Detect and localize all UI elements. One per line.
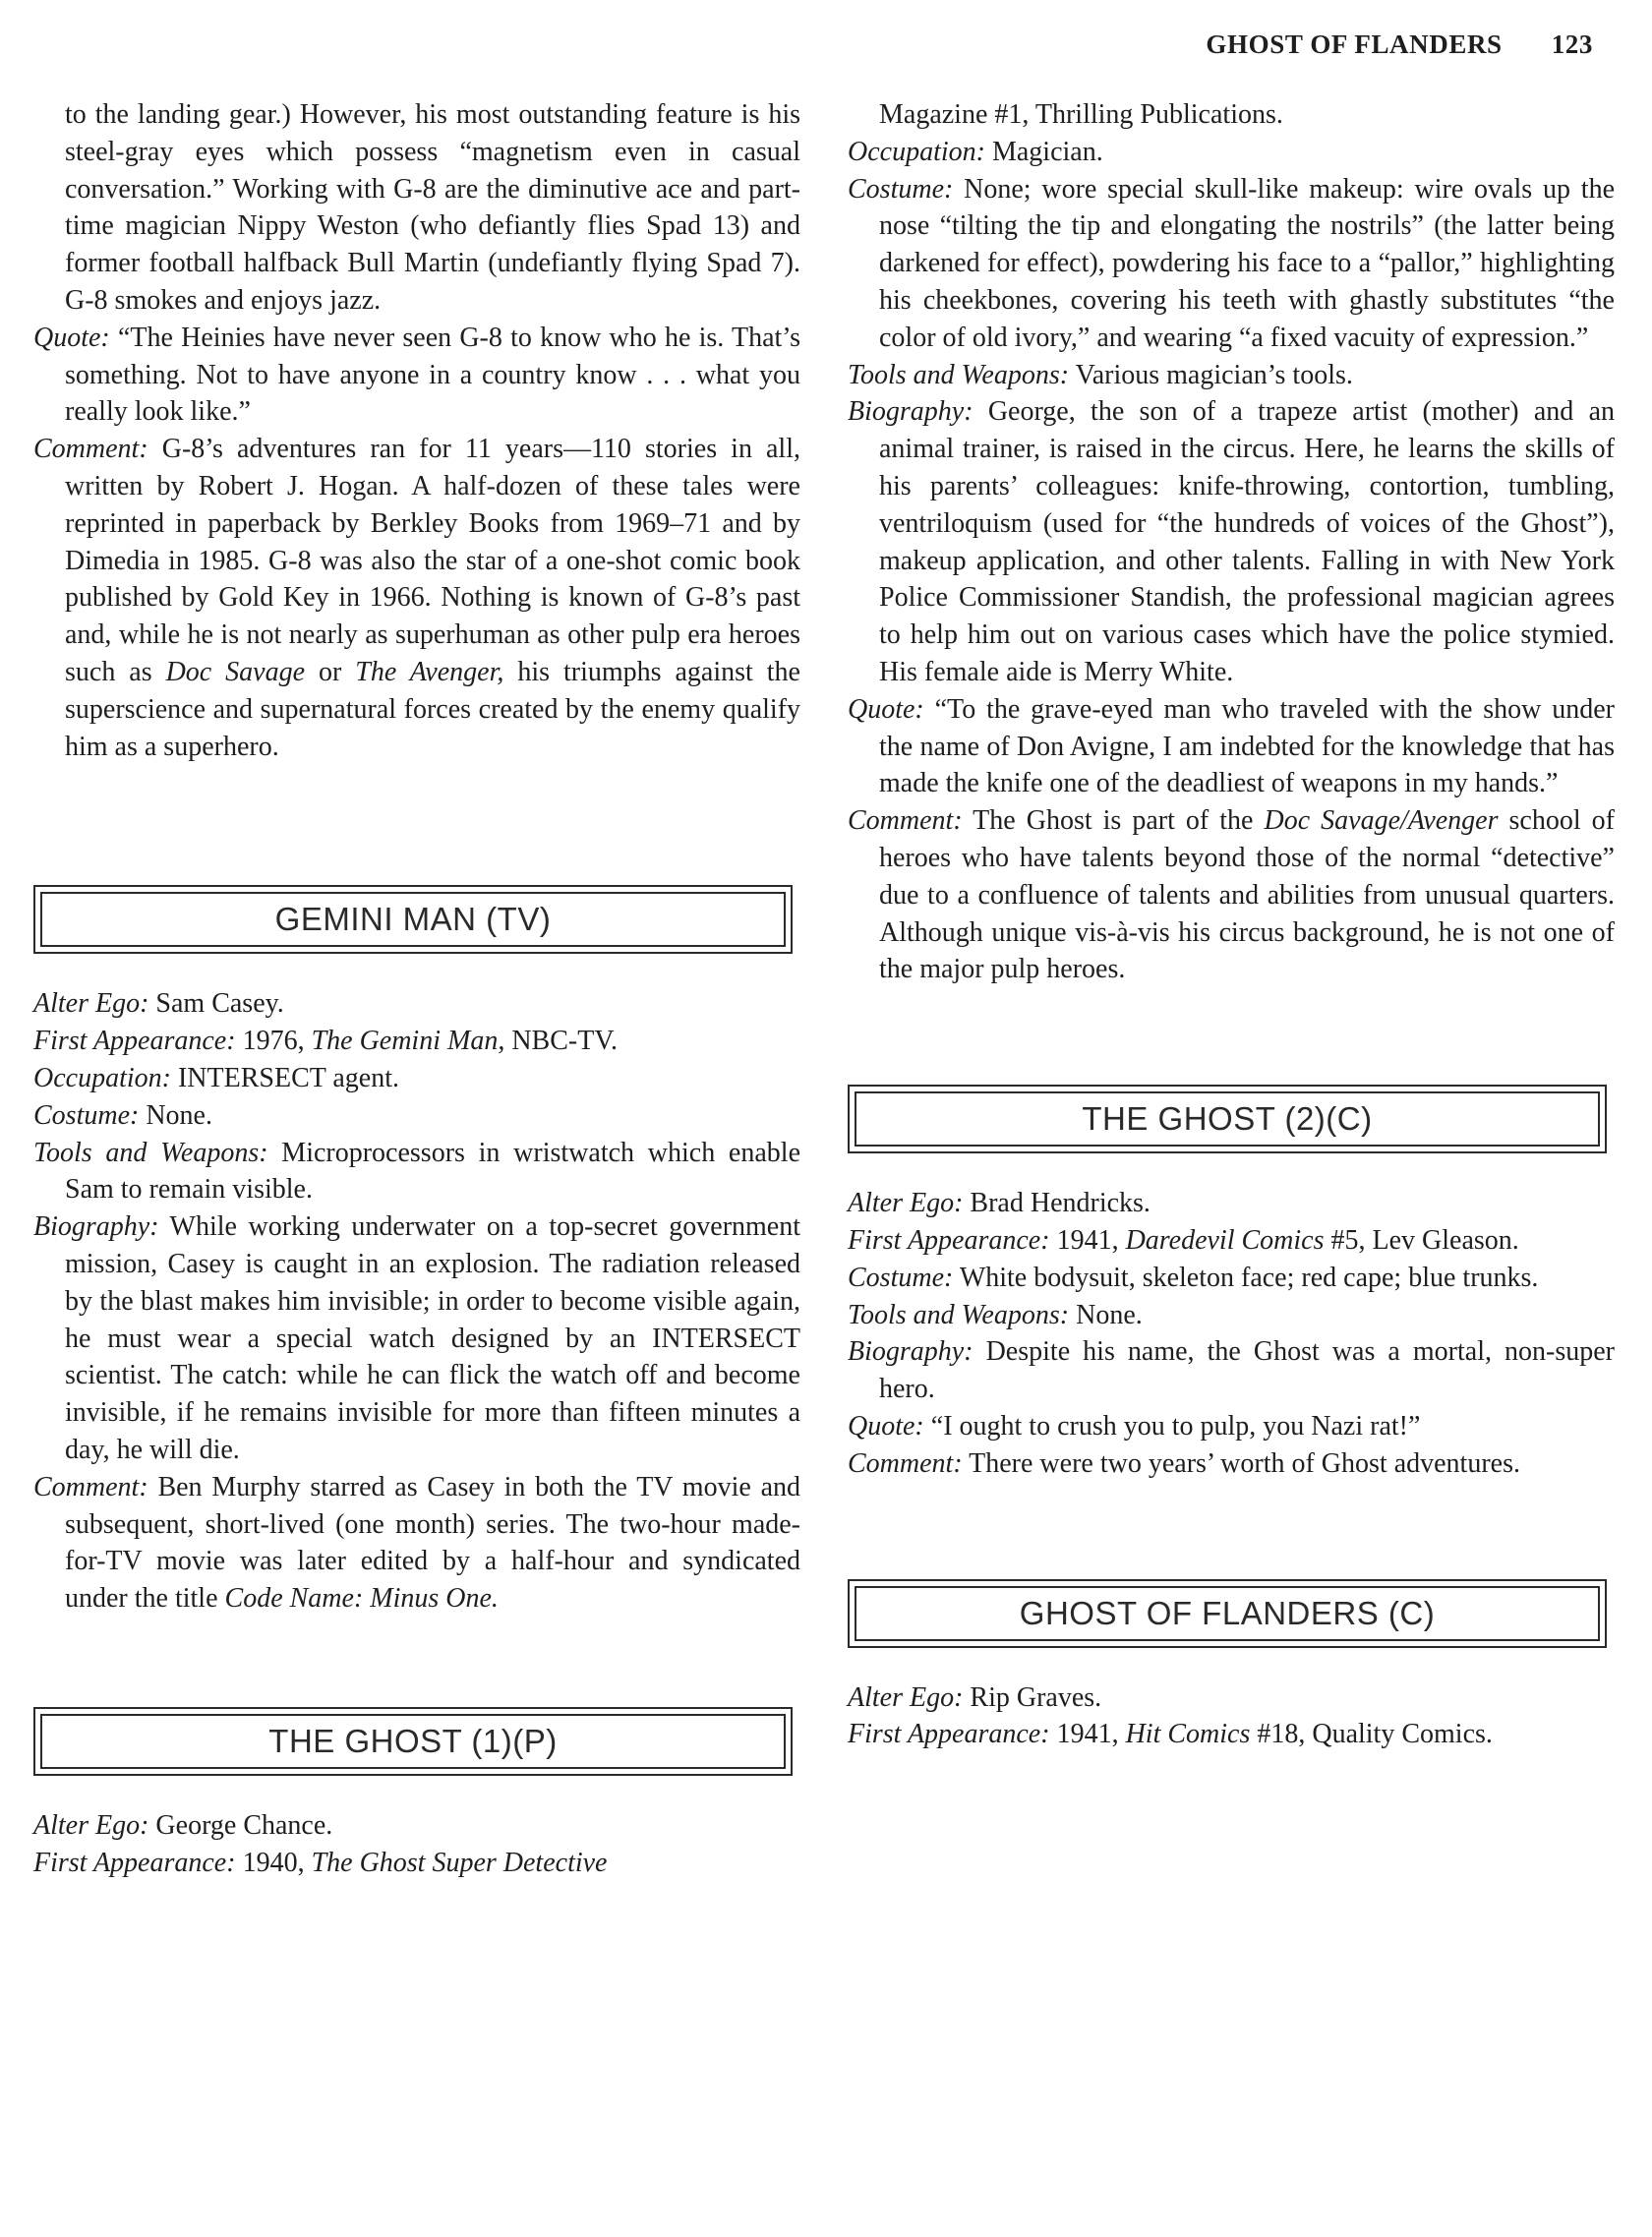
entry-text: “The Heinies have never seen G-8 to know who he is. That’s something. Not to have anyone in a country know . . . what you really look like.”	[65, 322, 800, 428]
entry-label: Comment:	[33, 434, 148, 465]
entry-text: INTERSECT agent.	[170, 1062, 399, 1093]
entry-text: his triumphs against the superscience and supernatural forces created by the enemy qualify him as a superhero.	[65, 656, 800, 762]
ghost-2-heading: THE GHOST (2)(C)	[855, 1091, 1600, 1147]
entry-text: G-8’s adventures ran for 11 years—110 stories in all, written by Robert J. Hogan. A half-dozen of these tales were reprinted in paperback by Berkley Books from 1969–71 and by Dimedia in 1985. G-8 was also the star of a one-shot comic book published by Gold Key in 1966. Nothing is known of G-8’s past and, while he is not nearly as superhuman as other pulp era heroes such as	[65, 434, 800, 687]
ghost1-costume	[848, 171, 1615, 357]
ghost1-comment	[848, 802, 1615, 988]
ghost2-first-appearance	[848, 1222, 1615, 1260]
right-column	[848, 96, 1615, 1753]
entry-label: Costume:	[848, 1262, 954, 1293]
gemini-biography	[33, 1208, 800, 1469]
entry-text: #5, Lev Gleason.	[1324, 1224, 1519, 1256]
entry-text: Brad Hendricks.	[963, 1188, 1150, 1219]
entry-text: George Chance.	[148, 1809, 333, 1841]
entry-text: There were two years’ worth of Ghost adventures.	[962, 1447, 1520, 1479]
entry-label: Comment:	[848, 805, 963, 837]
entry-text: The Ghost is part of the	[962, 805, 1265, 837]
entry-text: None; wore special skull-like makeup: wire ovals up the nose “tilting the tip and elongating the nostrils” (the latter being darkened for effect), powdering his face to a “pallor,” highlighting his cheekbones, covering his teeth with ghastly substitutes “the color of old ivory,” and wearing “a fixed vacuity of expression.”	[879, 173, 1615, 353]
entry-label: Biography:	[33, 1211, 159, 1243]
ghost-of-flanders-heading-box	[848, 1579, 1607, 1648]
entry-text: school of heroes who have talents beyond those of the normal “detective” due to a confluence of talents and abilities from unusual quarters. Although unique vis-à-vis his circus background, he is not one of the major pulp heroes.	[879, 805, 1615, 985]
entry-text: NBC-TV.	[504, 1026, 618, 1057]
entry-text: While working underwater on a top-secret government mission, Casey is caught in an explosion. The radiation released by the blast makes him invisible; in order to become visible again, he must wear a special watch designed by an INTERSECT scientist. The catch: while he can flick the watch off and become invisible, if he remains invisible for more than fifteen minutes a day, he will die.	[65, 1211, 800, 1465]
entry-label: Biography:	[848, 396, 974, 428]
entry-text: Magician.	[984, 136, 1103, 167]
page-number: 123	[1551, 29, 1593, 59]
entry-label: Tools and Weapons:	[848, 1299, 1070, 1330]
entry-label: Comment:	[848, 1447, 963, 1479]
ghost-2-heading-box	[848, 1085, 1607, 1153]
entry-text: #18, Quality Comics.	[1250, 1719, 1493, 1750]
flanders-first-appearance	[848, 1716, 1615, 1753]
entry-text: None.	[1069, 1299, 1143, 1330]
gemini-man-heading: GEMINI MAN (TV)	[40, 892, 786, 947]
entry-text: George, the son of a trapeze artist (mother) and an animal trainer, is raised in the circus. Here, he learns the skills of his parents’ colleagues: knife-throwing, contortion, tumbling, ventriloquism (used for “the hundreds of voices of the Ghost”), makeup application, and other talents. Falling in with New York Police Commissioner Standish, the professional magician agrees to help him out on various cases which have the police stymied. His female aide is Merry White.	[879, 396, 1615, 687]
entry-label: First Appearance:	[33, 1847, 236, 1878]
gemini-tools	[33, 1135, 800, 1209]
entry-label: Costume:	[33, 1099, 140, 1131]
title-italic: Doc Savage	[165, 656, 306, 687]
running-title: GHOST OF FLANDERS	[1206, 29, 1503, 59]
ghost2-quote	[848, 1408, 1615, 1445]
flanders-alter-ego	[848, 1679, 1615, 1717]
entry-text: 1941,	[1049, 1719, 1126, 1750]
entry-label: Biography:	[848, 1336, 974, 1368]
ghost1-first-appearance-continued: Magazine #1, Thrilling Publications.	[879, 99, 1283, 130]
ghost1-occupation	[848, 134, 1615, 171]
entry-label: Tools and Weapons:	[33, 1137, 268, 1168]
entry-label: Quote:	[33, 322, 110, 353]
ghost-of-flanders-heading: GHOST OF FLANDERS (C)	[855, 1586, 1600, 1641]
entry-label: Quote:	[848, 1410, 924, 1442]
entry-text: Rip Graves.	[963, 1681, 1102, 1713]
entry-text: White bodysuit, skeleton face; red cape; blue trunks.	[953, 1262, 1539, 1293]
title-italic: The Ghost Super Detective	[311, 1847, 608, 1878]
ghost1-tools	[848, 357, 1615, 394]
title-italic: Hit Comics	[1125, 1719, 1251, 1750]
ghost1-alter-ego	[33, 1807, 800, 1845]
entry-text: Despite his name, the Ghost was a mortal, non-super hero.	[879, 1336, 1615, 1405]
title-italic: The Avenger,	[355, 656, 504, 687]
gemini-man-heading-box	[33, 885, 793, 954]
entry-label: Alter Ego:	[33, 1809, 149, 1841]
entry-text: 1976,	[235, 1026, 312, 1057]
entry-label: Comment:	[33, 1471, 148, 1502]
entry-text: Sam Casey.	[148, 988, 284, 1020]
running-head	[610, 29, 1593, 60]
entry-label: Alter Ego:	[848, 1188, 964, 1219]
entry-text: None.	[139, 1099, 212, 1131]
ghost-1-heading: THE GHOST (1)(P)	[40, 1714, 786, 1769]
ghost2-costume	[848, 1260, 1615, 1297]
ghost2-tools	[848, 1297, 1615, 1334]
title-italic: Daredevil Comics	[1125, 1224, 1325, 1256]
entry-text: Microprocessors in wristwatch which enable Sam to remain visible.	[65, 1137, 800, 1206]
entry-label: First Appearance:	[848, 1224, 1050, 1256]
gemini-alter-ego	[33, 985, 800, 1023]
ghost1-first-appearance	[33, 1845, 800, 1882]
gemini-costume	[33, 1097, 800, 1135]
g8-quote	[33, 320, 800, 431]
ghost2-comment	[848, 1445, 1615, 1483]
entry-label: Quote:	[848, 693, 924, 725]
entry-label: Alter Ego:	[848, 1681, 964, 1713]
entry-text: Various magician’s tools.	[1069, 359, 1353, 390]
entry-text: “I ought to crush you to pulp, you Nazi rat!”	[923, 1410, 1421, 1442]
title-italic: The Gemini Man,	[311, 1026, 505, 1057]
ghost2-alter-ego	[848, 1185, 1615, 1222]
entry-label: Occupation:	[33, 1062, 171, 1093]
entry-label: Costume:	[848, 173, 954, 205]
entry-label: Occupation:	[848, 136, 985, 167]
g8-comment	[33, 431, 800, 765]
title-italic: Doc Savage/Avenger	[1264, 805, 1499, 837]
gemini-first-appearance	[33, 1023, 800, 1060]
g8-description-continued: to the landing gear.) However, his most outstanding feature is his steel-gray eyes which possess “magnetism even in casual conversation.” Working with G-8 are the diminutive ace and part-time magician Nippy Weston (who defiantly flies Spad 13) and former football halfback Bull Martin (undefiantly flying Spad 7). G-8 smokes and enjoys jazz.	[65, 99, 800, 316]
entry-label: First Appearance:	[848, 1719, 1050, 1750]
ghost1-biography	[848, 393, 1615, 690]
ghost2-biography	[848, 1333, 1615, 1408]
gemini-comment	[33, 1469, 800, 1618]
title-italic: Code Name: Minus One.	[224, 1583, 499, 1615]
entry-text: 1940,	[235, 1847, 312, 1878]
entry-text: “To the grave-eyed man who traveled with the show under the name of Don Avigne, I am indebted for the knowledge that has made the knife one of the deadliest of weapons in my hands.”	[879, 693, 1615, 799]
entry-text: Ben Murphy starred as Casey in both the TV movie and subsequent, short-lived (one month) series. The two-hour made-for-TV movie was later edited by a half-hour and syndicated under the title	[65, 1471, 800, 1615]
left-column	[33, 96, 800, 1881]
ghost1-quote	[848, 691, 1615, 802]
ghost-1-heading-box	[33, 1707, 793, 1776]
entry-text: 1941,	[1049, 1224, 1126, 1256]
entry-label: First Appearance:	[33, 1026, 236, 1057]
entry-label: Tools and Weapons:	[848, 359, 1070, 390]
entry-text: or	[305, 656, 356, 687]
entry-label: Alter Ego:	[33, 988, 149, 1020]
gemini-occupation	[33, 1060, 800, 1097]
